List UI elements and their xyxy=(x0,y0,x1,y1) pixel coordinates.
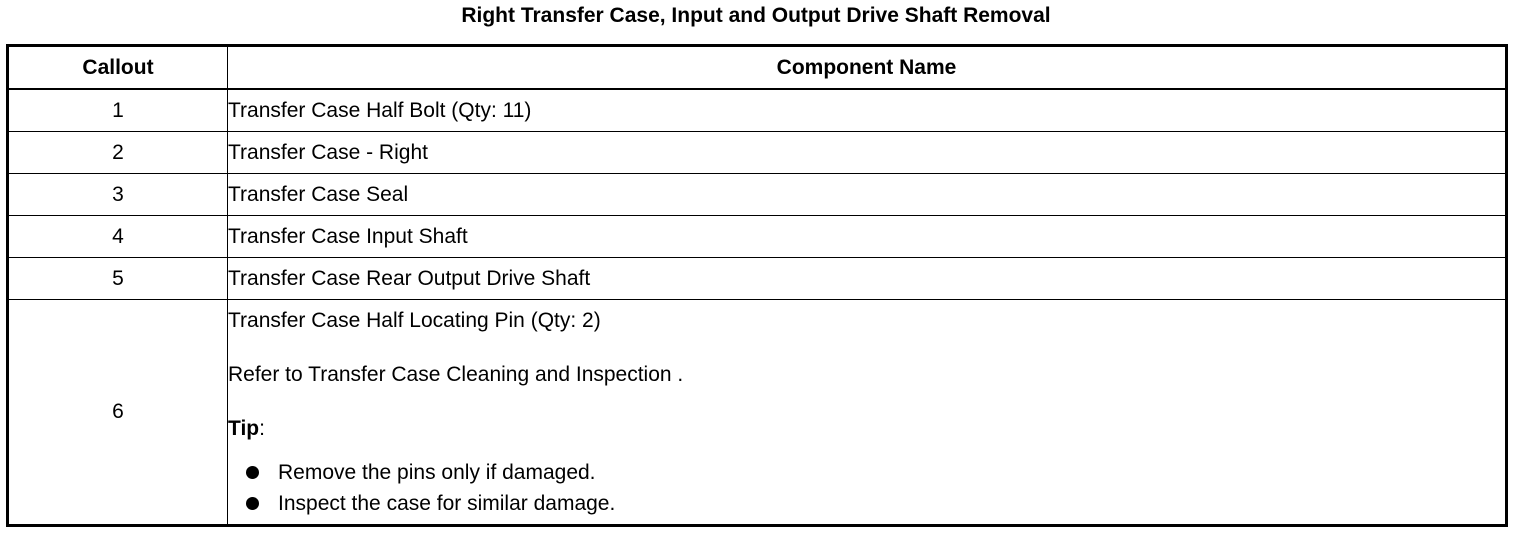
callout-number: 5 xyxy=(8,258,228,300)
component-details-cell xyxy=(228,300,1507,526)
tip-text: Inspect the case for similar damage. xyxy=(278,492,616,515)
tip-heading xyxy=(228,416,1505,442)
tip-text: Remove the pins only if damaged. xyxy=(278,461,596,484)
component-name: Transfer Case Seal xyxy=(228,174,1507,216)
table-row xyxy=(8,258,1507,300)
component-name: Transfer Case Input Shaft xyxy=(228,216,1507,258)
component-name: Transfer Case Half Bolt (Qty: 11) xyxy=(228,89,1507,132)
tip-list xyxy=(228,456,1505,518)
callout-number: 1 xyxy=(8,89,228,132)
component-table xyxy=(6,44,1508,527)
callout-number: 6 xyxy=(8,300,228,526)
filled-circle-bullet-icon xyxy=(246,497,259,510)
table-header-row xyxy=(8,46,1507,90)
filled-circle-bullet-icon xyxy=(246,466,259,479)
tip-label: Tip xyxy=(228,417,260,440)
table-row xyxy=(8,300,1507,526)
component-name: Transfer Case Rear Output Drive Shaft xyxy=(228,258,1507,300)
table-row xyxy=(8,132,1507,174)
column-header-component-name: Component Name xyxy=(228,46,1507,90)
column-header-callout: Callout xyxy=(8,46,228,90)
document-title: Right Transfer Case, Input and Output Drive Shaft Removal xyxy=(461,4,1051,27)
tip-colon: : xyxy=(259,417,265,440)
table-row xyxy=(8,89,1507,132)
table-row xyxy=(8,216,1507,258)
list-item xyxy=(246,489,1505,518)
reference-note: Refer to Transfer Case Cleaning and Inspection . xyxy=(228,363,684,386)
callout-number: 3 xyxy=(8,174,228,216)
component-name: Transfer Case - Right xyxy=(228,132,1507,174)
list-item xyxy=(246,456,1505,489)
component-name: Transfer Case Half Locating Pin (Qty: 2) xyxy=(228,309,601,332)
callout-number: 2 xyxy=(8,132,228,174)
callout-number: 4 xyxy=(8,216,228,258)
table-row xyxy=(8,174,1507,216)
